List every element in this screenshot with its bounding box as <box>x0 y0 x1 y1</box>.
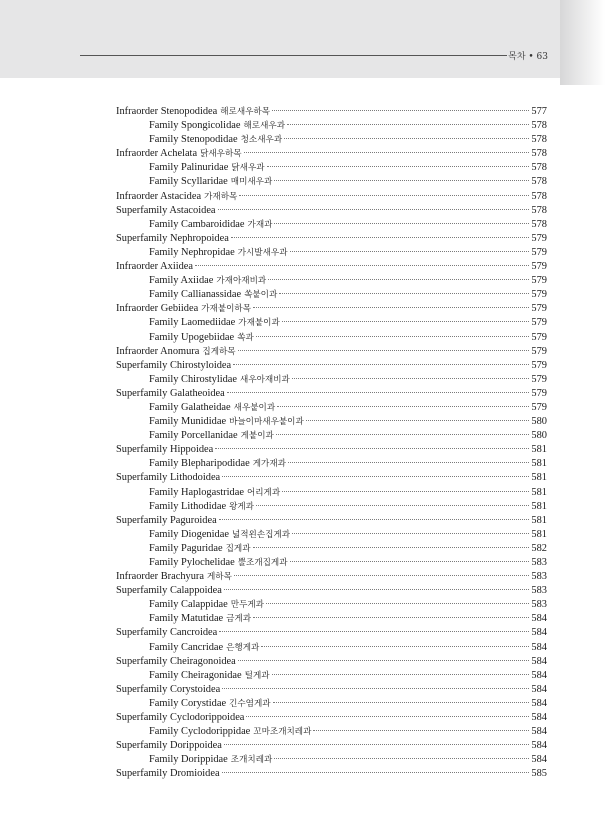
entry-korean-name: 왕게과 <box>229 501 254 512</box>
entry-name: Superfamily Cyclodorippoidea <box>116 712 245 724</box>
toc-entry[interactable] <box>116 767 547 781</box>
entry-korean-name: 가재하목 <box>204 191 238 202</box>
dot-leader <box>231 237 530 238</box>
toc-entry[interactable] <box>116 387 547 401</box>
dot-leader <box>290 561 530 562</box>
toc-entry[interactable] <box>116 683 547 697</box>
dot-leader <box>238 660 530 661</box>
page-number: 584 <box>531 740 547 752</box>
entry-name: Infraorder Astacidea <box>116 190 202 202</box>
toc-entry[interactable] <box>116 570 547 584</box>
entry-korean-name: 어리게과 <box>246 487 281 498</box>
dot-leader <box>222 688 529 689</box>
entry-korean-name: 긴수염게과 <box>229 698 271 709</box>
toc-entry[interactable] <box>116 147 547 161</box>
entry-korean-name: 매미새우과 <box>230 177 273 188</box>
page-number: 581 <box>531 458 547 470</box>
entry-name: Superfamily Corystoidea <box>116 683 221 695</box>
dot-leader <box>266 603 529 604</box>
dot-leader <box>274 223 529 224</box>
toc-entry-family[interactable] <box>116 612 547 626</box>
page-number: 583 <box>531 571 547 583</box>
dot-leader <box>239 195 529 196</box>
toc-entry[interactable] <box>116 359 547 373</box>
toc-entry[interactable] <box>116 655 547 669</box>
entry-korean-name: 게붙이과 <box>240 431 274 442</box>
page-number: 581 <box>531 514 547 526</box>
dot-leader <box>274 758 529 759</box>
toc-entry-family[interactable] <box>116 401 547 415</box>
entry-name: Family Cyclodorippidae <box>149 726 251 738</box>
page-number: 581 <box>531 486 547 498</box>
page-number: 579 <box>531 303 547 315</box>
dot-leader <box>288 462 529 463</box>
entry-korean-name: 집게하목 <box>202 346 236 357</box>
entry-name: Family Cancridae <box>149 641 224 653</box>
dot-leader <box>222 476 529 477</box>
dot-leader <box>267 166 530 167</box>
entry-korean-name: 청소새우과 <box>240 135 283 146</box>
page-number: 579 <box>531 232 547 244</box>
toc-entry[interactable] <box>116 190 547 204</box>
entry-name: Superfamily Hippoidea <box>116 444 214 456</box>
entry-name: Family Pylochelidae <box>149 557 235 568</box>
page-number: 584 <box>531 655 547 667</box>
page-number: 581 <box>531 444 547 456</box>
dot-leader <box>290 251 530 252</box>
toc-entry-family[interactable] <box>116 457 547 471</box>
entry-korean-name: 은행게과 <box>226 642 260 653</box>
entry-korean-name: 집게과 <box>225 543 251 554</box>
entry-korean-name: 새우붙이과 <box>233 402 276 413</box>
page-number: 581 <box>531 500 547 512</box>
entry-name: Family Corystidae <box>149 697 227 709</box>
header-rule <box>80 55 507 56</box>
entry-name: Family Nephropidae <box>149 246 235 258</box>
entry-korean-name: 게가재과 <box>252 459 286 470</box>
toc-entry[interactable] <box>116 739 547 753</box>
dot-leader <box>238 350 530 351</box>
page-number: 584 <box>531 712 547 724</box>
dot-leader <box>313 730 529 731</box>
dot-leader <box>273 702 530 703</box>
page-number: 584 <box>531 627 547 639</box>
toc-entry-family[interactable] <box>116 288 547 302</box>
toc-entry[interactable] <box>116 514 547 528</box>
entry-korean-name: 꼬마조개치레과 <box>253 727 312 738</box>
entry-name: Family Cambaroididae <box>149 218 245 230</box>
entry-name: Family Porcellanidae <box>149 430 238 442</box>
dot-leader <box>282 491 529 492</box>
entry-korean-name: 털게과 <box>244 670 270 681</box>
page-number: 579 <box>531 331 547 343</box>
dot-leader <box>282 321 530 322</box>
toc-entry-family[interactable] <box>116 753 547 767</box>
entry-name: Family Upogebiidae <box>149 331 235 343</box>
entry-name: Family Laomediidae <box>149 317 236 329</box>
entry-korean-name: 넓적왼손집게과 <box>231 529 291 540</box>
dot-leader <box>274 180 529 181</box>
page-number: 583 <box>531 585 547 597</box>
dot-leader <box>195 265 529 266</box>
page-number: 578 <box>531 120 547 132</box>
toc-entry-family[interactable] <box>116 218 547 232</box>
dot-leader <box>219 519 530 520</box>
entry-name: Superfamily Nephropoidea <box>116 232 229 244</box>
dot-leader <box>253 617 529 618</box>
dot-leader <box>227 392 530 393</box>
page-number: 578 <box>531 204 547 216</box>
entry-name: Family Cheiragonidae <box>149 669 242 681</box>
toc-entry-family[interactable] <box>116 373 547 387</box>
toc-entry-family[interactable] <box>116 331 547 345</box>
page-number: 580 <box>531 416 547 428</box>
dot-leader <box>292 533 529 534</box>
entry-name: Family Munididae <box>149 416 227 428</box>
toc-entry-family[interactable] <box>116 161 547 175</box>
entry-name: Family Spongicolidae <box>149 120 241 132</box>
entry-name: Superfamily Lithodoidea <box>116 472 221 484</box>
toc-entry-family[interactable] <box>116 697 547 711</box>
entry-name: Superfamily Paguroidea <box>116 514 217 526</box>
entry-korean-name: 바늘이마새우붙이과 <box>229 417 304 428</box>
entry-name: Infraorder Gebiidea <box>116 303 199 315</box>
dot-leader <box>279 293 529 294</box>
entry-name: Superfamily Galatheoidea <box>116 387 225 399</box>
page-number: 584 <box>531 697 547 709</box>
dot-leader <box>272 110 529 111</box>
toc-entry-family[interactable] <box>116 556 547 570</box>
page-number: 578 <box>531 190 547 202</box>
page-number: 579 <box>531 317 547 329</box>
toc-entry-family[interactable] <box>116 429 547 443</box>
dot-leader <box>219 631 529 632</box>
toc-entry-family[interactable] <box>116 669 547 683</box>
dot-leader <box>287 124 529 125</box>
toc-entry[interactable] <box>116 232 547 246</box>
toc-entry-family[interactable] <box>116 641 547 655</box>
header-shadow <box>560 0 605 85</box>
toc-entry-family[interactable] <box>116 316 547 330</box>
entry-name: Family Matutidae <box>149 613 224 625</box>
entry-korean-name: 뿔조개집게과 <box>237 558 288 568</box>
entry-korean-name: 조개치레과 <box>230 755 273 766</box>
page-number: 577 <box>531 106 547 117</box>
page-number: 580 <box>531 430 547 442</box>
dot-leader <box>284 138 529 139</box>
entry-korean-name: 가재붙이과 <box>238 318 280 329</box>
toc-entry-family[interactable] <box>116 246 547 260</box>
dot-leader <box>246 716 529 717</box>
header-band <box>0 0 560 78</box>
entry-name: Family Palinuridae <box>149 162 229 174</box>
entry-name: Infraorder Axiidea <box>116 261 194 273</box>
entry-name: Family Diogenidae <box>149 528 229 540</box>
page-number: 579 <box>531 261 547 273</box>
page-number: 579 <box>531 289 547 301</box>
page-number: 578 <box>531 176 547 188</box>
toc-entry-family[interactable] <box>116 119 547 133</box>
page-number: 583 <box>531 599 547 611</box>
toc-entry-family[interactable] <box>116 598 547 612</box>
entry-korean-name: 해로새우하목 <box>220 107 271 117</box>
page-number: 583 <box>531 557 547 568</box>
entry-korean-name: 새우아재비과 <box>240 374 290 385</box>
entry-name: Superfamily Chirostyloidea <box>116 359 232 371</box>
entry-name: Superfamily Dorippoidea <box>116 740 222 752</box>
dot-leader <box>244 152 530 153</box>
entry-name: Infraorder Achelata <box>116 148 198 160</box>
page-number: 584 <box>531 726 547 738</box>
entry-korean-name: 가재아재비과 <box>216 276 267 287</box>
entry-name: Family Calappidae <box>149 599 228 611</box>
toc-entry[interactable] <box>116 260 547 274</box>
page-number: 579 <box>531 246 547 258</box>
toc-entry-family[interactable] <box>116 486 547 500</box>
entry-korean-name: 가시발새우과 <box>237 247 288 258</box>
dot-leader <box>215 448 529 449</box>
entry-name: Superfamily Astacoidea <box>116 204 216 216</box>
entry-korean-name: 금게과 <box>226 614 252 625</box>
page-number: 578 <box>531 218 547 230</box>
toc-entry[interactable] <box>116 105 547 119</box>
page-number: 579 <box>531 275 547 287</box>
entry-name: Superfamily Cancroidea <box>116 627 218 639</box>
entry-name: Infraorder Stenopodidea <box>116 106 218 117</box>
page-number: 578 <box>531 162 547 174</box>
page-number: 581 <box>531 528 547 540</box>
toc-entry[interactable] <box>116 204 547 218</box>
entry-name: Family Galatheidae <box>149 401 231 413</box>
entry-name: Family Haplogastridae <box>149 486 244 498</box>
running-head: 목차 • 63 <box>508 52 548 62</box>
entry-korean-name: 닭새우하목 <box>200 149 242 160</box>
page-number: 578 <box>531 148 547 160</box>
entry-name: Family Axiidae <box>149 275 214 287</box>
toc-entry[interactable] <box>116 471 547 485</box>
entry-name: Family Stenopodidae <box>149 134 238 146</box>
table-of-contents <box>116 105 547 782</box>
dot-leader <box>224 744 530 745</box>
entry-name: Family Scyllaridae <box>149 176 228 188</box>
toc-entry-family[interactable] <box>116 542 547 556</box>
dot-leader <box>272 674 530 675</box>
entry-korean-name: 만두게과 <box>230 600 264 611</box>
dot-leader <box>253 547 530 548</box>
entry-name: Family Blepharipodidae <box>149 458 250 470</box>
page-number: 584 <box>531 613 547 625</box>
toc-entry-family[interactable] <box>116 133 547 147</box>
toc-entry-family[interactable] <box>116 528 547 542</box>
toc-entry[interactable] <box>116 345 547 359</box>
page-number: 584 <box>531 669 547 681</box>
dot-leader <box>253 307 529 308</box>
toc-entry-family[interactable] <box>116 500 547 514</box>
page-number: 578 <box>531 134 547 146</box>
page-number: 584 <box>531 641 547 653</box>
dot-leader <box>233 364 529 365</box>
page-number: 579 <box>531 401 547 413</box>
entry-name: Superfamily Cheiragonoidea <box>116 655 236 667</box>
entry-korean-name: 가재과 <box>247 219 273 230</box>
page-number: 585 <box>531 768 547 780</box>
entry-name: Family Chirostylidae <box>149 373 238 385</box>
page-number: 581 <box>531 472 547 484</box>
entry-korean-name: 가재붙이하목 <box>201 304 252 315</box>
dot-leader <box>224 589 530 590</box>
entry-korean-name: 닭새우과 <box>231 163 265 174</box>
toc-entry-family[interactable] <box>116 175 547 189</box>
toc-entry-family[interactable] <box>116 725 547 739</box>
dot-leader <box>277 406 529 407</box>
entry-korean-name: 쏙붙이과 <box>244 290 278 301</box>
toc-entry[interactable] <box>116 626 547 640</box>
toc-entry[interactable] <box>116 302 547 316</box>
entry-name: Family Lithodidae <box>149 500 227 512</box>
entry-name: Family Paguridae <box>149 542 223 554</box>
entry-name: Superfamily Calappoidea <box>116 585 222 597</box>
toc-entry[interactable] <box>116 584 547 598</box>
page-number: 582 <box>531 542 547 554</box>
entry-korean-name: 해로새우과 <box>243 121 286 132</box>
toc-entry-family[interactable] <box>116 274 547 288</box>
dot-leader <box>256 505 529 506</box>
page-number: 579 <box>531 373 547 385</box>
dot-leader <box>256 336 530 337</box>
dot-leader <box>292 378 530 379</box>
entry-korean-name: 게하목 <box>206 572 232 583</box>
dot-leader <box>268 279 529 280</box>
entry-name: Infraorder Anomura <box>116 345 200 357</box>
entry-name: Family Callianassidae <box>149 289 242 301</box>
toc-entry[interactable] <box>116 443 547 457</box>
page-number: 584 <box>531 754 547 766</box>
entry-name: Superfamily Dromioidea <box>116 768 220 780</box>
entry-korean-name: 쏙과 <box>237 332 254 343</box>
toc-entry[interactable] <box>116 711 547 725</box>
dot-leader <box>222 772 530 773</box>
dot-leader <box>234 575 530 576</box>
entry-name: Family Dorippidae <box>149 754 228 766</box>
dot-leader <box>261 646 529 647</box>
entry-name: Infraorder Brachyura <box>116 571 204 583</box>
dot-leader <box>218 209 530 210</box>
page-number: 584 <box>531 683 547 695</box>
page-number: 579 <box>531 387 547 399</box>
dot-leader <box>276 434 530 435</box>
toc-entry-family[interactable] <box>116 415 547 429</box>
page-number: 579 <box>531 345 547 357</box>
page-number: 579 <box>531 359 547 371</box>
dot-leader <box>306 420 530 421</box>
